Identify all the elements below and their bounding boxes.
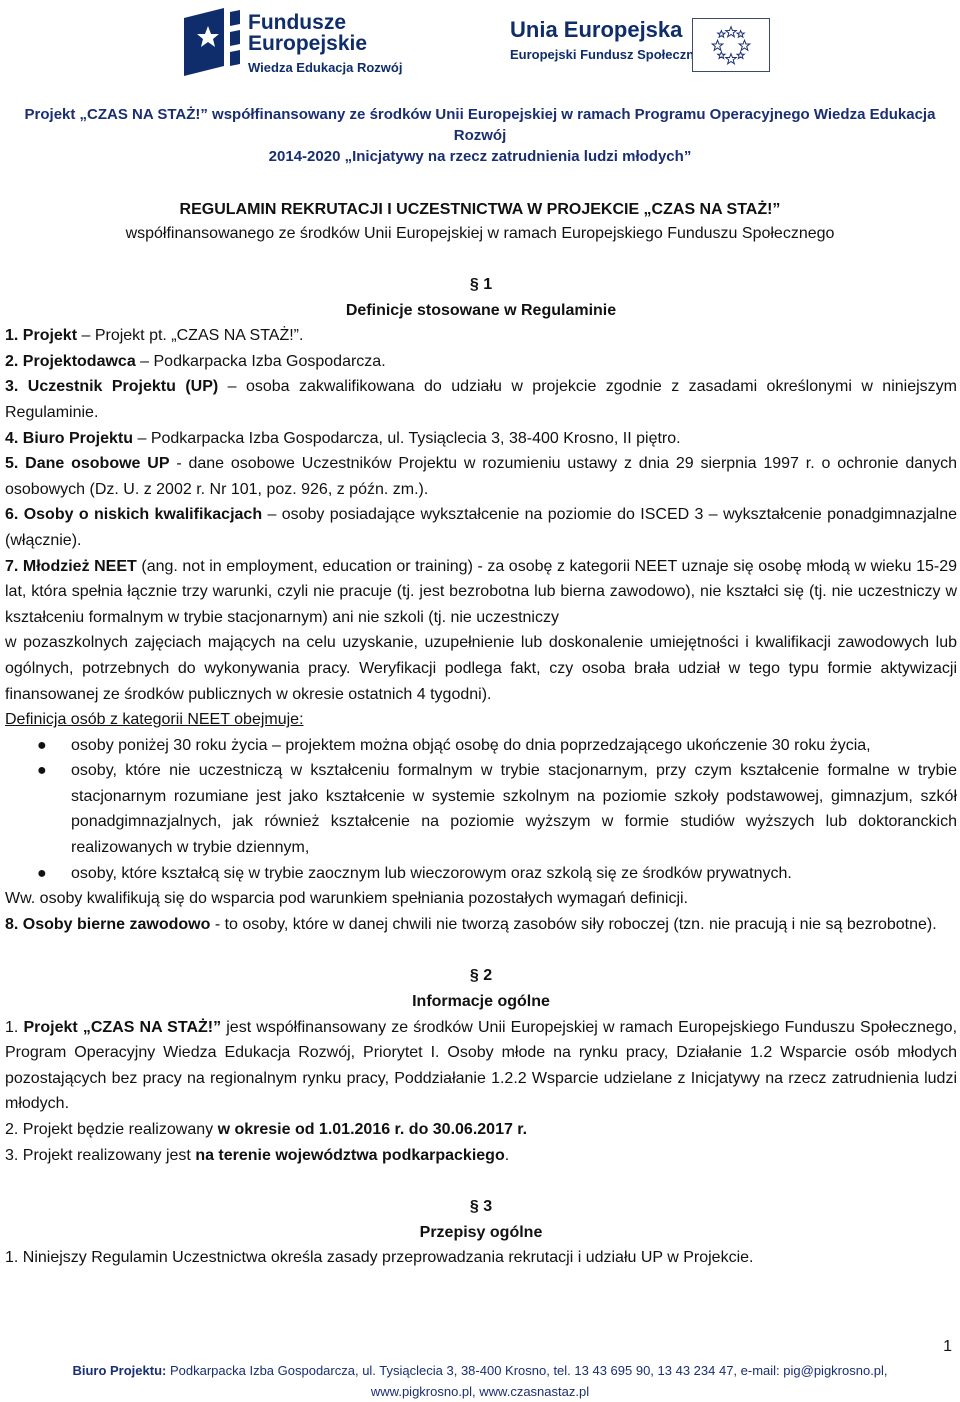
definition-3-text: – osoba zakwalifikowana do udziału w projekcie zgodnie z zasadami określonymi w niniejszym Regulaminie. (5, 378, 957, 421)
footer-line-1 (0, 1360, 960, 1381)
document-body (5, 272, 957, 1271)
definition-5-label: 5. Dane osobowe UP (5, 455, 170, 473)
definition-4-text: – Podkarpacka Izba Gospodarcza, ul. Tysiąclecia 3, 38-400 Krosno, II piętro. (133, 429, 681, 447)
definition-6 (5, 502, 957, 553)
definition-2-label: 2. Projektodawca (5, 352, 136, 370)
section-2-number: § 2 (469, 967, 493, 985)
s2p3-bold: na terenie województwa podkarpackiego (195, 1146, 505, 1164)
ww-note: Ww. osoby kwalifikują się do wsparcia pod warunkiem spełniania pozostałych wymagań definicji. (5, 890, 688, 908)
ue-logo-line2: Europejski Fundusz Społeczny (510, 47, 702, 62)
definition-6-label: 6. Osoby o niskich kwalifikacjach (5, 506, 263, 524)
definition-7-text-a: (ang. not in employment, education or training) - za osobę z kategorii NEET uznaje się osobę młodą w wieku 15-29 lat, która spełnia łącznie trzy warunki, czyli nie pracuje (tj. jest bezrobotna lub bierna zawodowo), nie kształci się (tj. nie uczestniczy w kształceniu formalnym w trybie stacjonarnym) ani nie szkoli (tj. nie uczestniczy (5, 557, 958, 626)
definition-3-label: 3. Uczestnik Projektu (UP) (5, 378, 219, 396)
bullet-icon: ● (37, 864, 47, 882)
section-2-paragraph-1 (5, 1015, 957, 1117)
fe-logo-line1: Fundusze (248, 11, 346, 34)
bullet-icon: ● (37, 736, 47, 754)
definition-1-text: – Projekt pt. „CZAS NA STAŻ!”. (77, 327, 304, 345)
project-line-2: 2014-2020 „Inicjatywy na rzecz zatrudnienia ludzi młodych” (268, 148, 692, 165)
definition-3 (5, 374, 957, 425)
fe-logo-line3: Wiedza Edukacja Rozwój (248, 60, 403, 75)
section-1-number: § 1 (469, 276, 493, 293)
title-line-1: REGULAMIN REKRUTACJI I UCZESTNICTWA W PROJEKCIE „CZAS NA STAŻ!” (179, 201, 781, 218)
bullet-icon: ● (37, 762, 47, 780)
section-1-heading: Definicje stosowane w Regulaminie (345, 301, 617, 319)
footer-address: Podkarpacka Izba Gospodarcza, ul. Tysiąclecia 3, 38-400 Krosno, tel. 13 43 695 90, 13 43 234 47, e-mail: pig@pigkrosno.pl, (166, 1363, 888, 1378)
project-line-1-rest: współfinansowany ze środków Unii Europejskiej w ramach Programu Operacyjnego Wiedza Edukacja Rozwój (207, 106, 936, 144)
footer-line-2: www.pigkrosno.pl, www.czasnastaz.pl (370, 1384, 590, 1399)
definition-7-label: 7. Młodzież NEET (5, 557, 137, 575)
s2p1-prefix: 1. (5, 1018, 24, 1036)
unia-europejska-text (510, 18, 701, 64)
spacer (5, 1168, 957, 1194)
page-footer (0, 1360, 960, 1402)
fundusze-europejskie-emblem-icon (178, 6, 244, 78)
section-2-heading: Informacje ogólne (412, 993, 550, 1011)
list-item (5, 758, 957, 860)
fe-logo-line2: Europejskie (248, 32, 368, 55)
definition-4-label: 4. Biuro Projektu (5, 429, 134, 447)
definition-8-label: 8. Osoby bierne zawodowo (5, 915, 211, 933)
project-line-1 (0, 104, 960, 146)
page-number: 1 (943, 1338, 952, 1355)
section-2-paragraph-3 (5, 1143, 957, 1169)
fundusze-europejskie-text (248, 12, 402, 78)
document-title (0, 198, 960, 246)
project-cofinancing-line (0, 104, 960, 167)
neet-definition-heading: Definicja osób z kategorii NEET obejmuje: (5, 711, 304, 729)
title-line-2: współfinansowanego ze środków Unii Europejskiej w ramach Europejskiego Funduszu Społecznego (125, 225, 835, 242)
section-3-number: § 3 (469, 1198, 493, 1216)
definition-7 (5, 554, 957, 631)
definition-1-label: 1. Projekt (5, 327, 78, 345)
definition-7-continued: w pozaszkolnych zajęciach mających na celu uzyskanie, uzupełnienie lub doskonalenie umiejętności i kwalifikacji zawodowych lub ogólnych, potrzebnych do wykonywania pracy. Weryfikacji podlega fakt, czy osoba brała udział w tego typu formie aktywizacji finansowanej ze środków publicznych w okresie ostatnich 4 tygodni). (5, 634, 957, 703)
bullet-text: osoby, które kształcą się w trybie zaocznym lub wieczorowym oraz szkolą się ze środków prywatnych. (71, 864, 792, 882)
s2p2-bold: w okresie od 1.01.2016 r. do 30.06.2017 r. (217, 1121, 528, 1138)
section-3-heading: Przepisy ogólne (419, 1223, 543, 1241)
bullet-text: osoby, które nie uczestniczą w kształceniu formalnym w trybie stacjonarnym, przy czym kształcenie formalne w trybie stacjonarnym rozumiane jest jako kształcenie w systemie szkolnym na poziomie szkoły podstawowej, gimnazjum, szkół ponadgimnazjalnych, jak również kształcenie na poziomie wyższym w formie studiów wyższych lub doktoranckich realizowanych w trybie dziennym, (71, 762, 957, 857)
unia-europejska-logo (510, 18, 792, 74)
definition-6-text: – osoby posiadające wykształcenie na poziomie do ISCED 3 – wykształcenie ponadgimnazjalne (włącznie). (5, 506, 957, 549)
definition-8-text: - to osoby, które w danej chwili nie tworzą zasobów siły roboczej (tzn. nie pracują i nie są bezrobotne). (210, 915, 937, 933)
list-item (5, 733, 957, 759)
spacer (5, 937, 957, 963)
s2p1-text: jest współfinansowany ze środków Unii Europejskiej w ramach Europejskiego Funduszu Społecznego, Program Operacyjny Wiedza Edukacja Rozwój, Priorytet I. Osoby młode na rynku pracy, Działanie 1.2 Wsparcie osób młodych pozostających bez pracy na regionalnym rynku pracy, Poddziałanie 1.2.2 Wsparcie udzielane z Inicjatywy na rzecz zatrudnienia ludzi młodych. (5, 1018, 958, 1113)
s2p1-bold: Projekt „CZAS NA STAŻ!” (23, 1018, 222, 1036)
ue-logo-line1: Unia Europejska (510, 17, 683, 42)
definition-8 (5, 912, 957, 938)
section-3-paragraph-1: 1. Niniejszy Regulamin Uczestnictwa określa zasady przeprowadzania rekrutacji i udziału UP w Projekcie. (5, 1249, 754, 1267)
neet-bullet-list (5, 733, 957, 887)
s2p3-end: . (504, 1146, 510, 1164)
definition-2-text: – Podkarpacka Izba Gospodarcza. (135, 352, 386, 370)
definition-1 (5, 323, 957, 349)
footer-label: Biuro Projektu: (72, 1363, 167, 1378)
definition-5 (5, 451, 957, 502)
header-logos (0, 0, 960, 92)
section-2-paragraph-2 (5, 1117, 957, 1143)
list-item (5, 861, 957, 887)
eu-flag-icon (692, 18, 770, 72)
definition-2 (5, 349, 957, 375)
definition-5-text: - dane osobowe Uczestników Projektu w rozumieniu ustawy z dnia 29 sierpnia 1997 r. o ochronie danych osobowych (Dz. U. z 2002 r. Nr 101, poz. 926, z późn. zm.). (5, 455, 957, 498)
definition-4 (5, 426, 957, 452)
s2p2-prefix: 2. Projekt będzie realizowany (5, 1121, 218, 1138)
bullet-text: osoby poniżej 30 roku życia – projektem można objąć osobę do dnia poprzedzającego ukończenie 30 roku życia, (71, 736, 871, 754)
s2p3-prefix: 3. Projekt realizowany jest (5, 1146, 196, 1164)
project-line-1-bold: Projekt „CZAS NA STAŻ!” (24, 106, 208, 123)
fundusze-europejskie-logo (178, 4, 410, 84)
